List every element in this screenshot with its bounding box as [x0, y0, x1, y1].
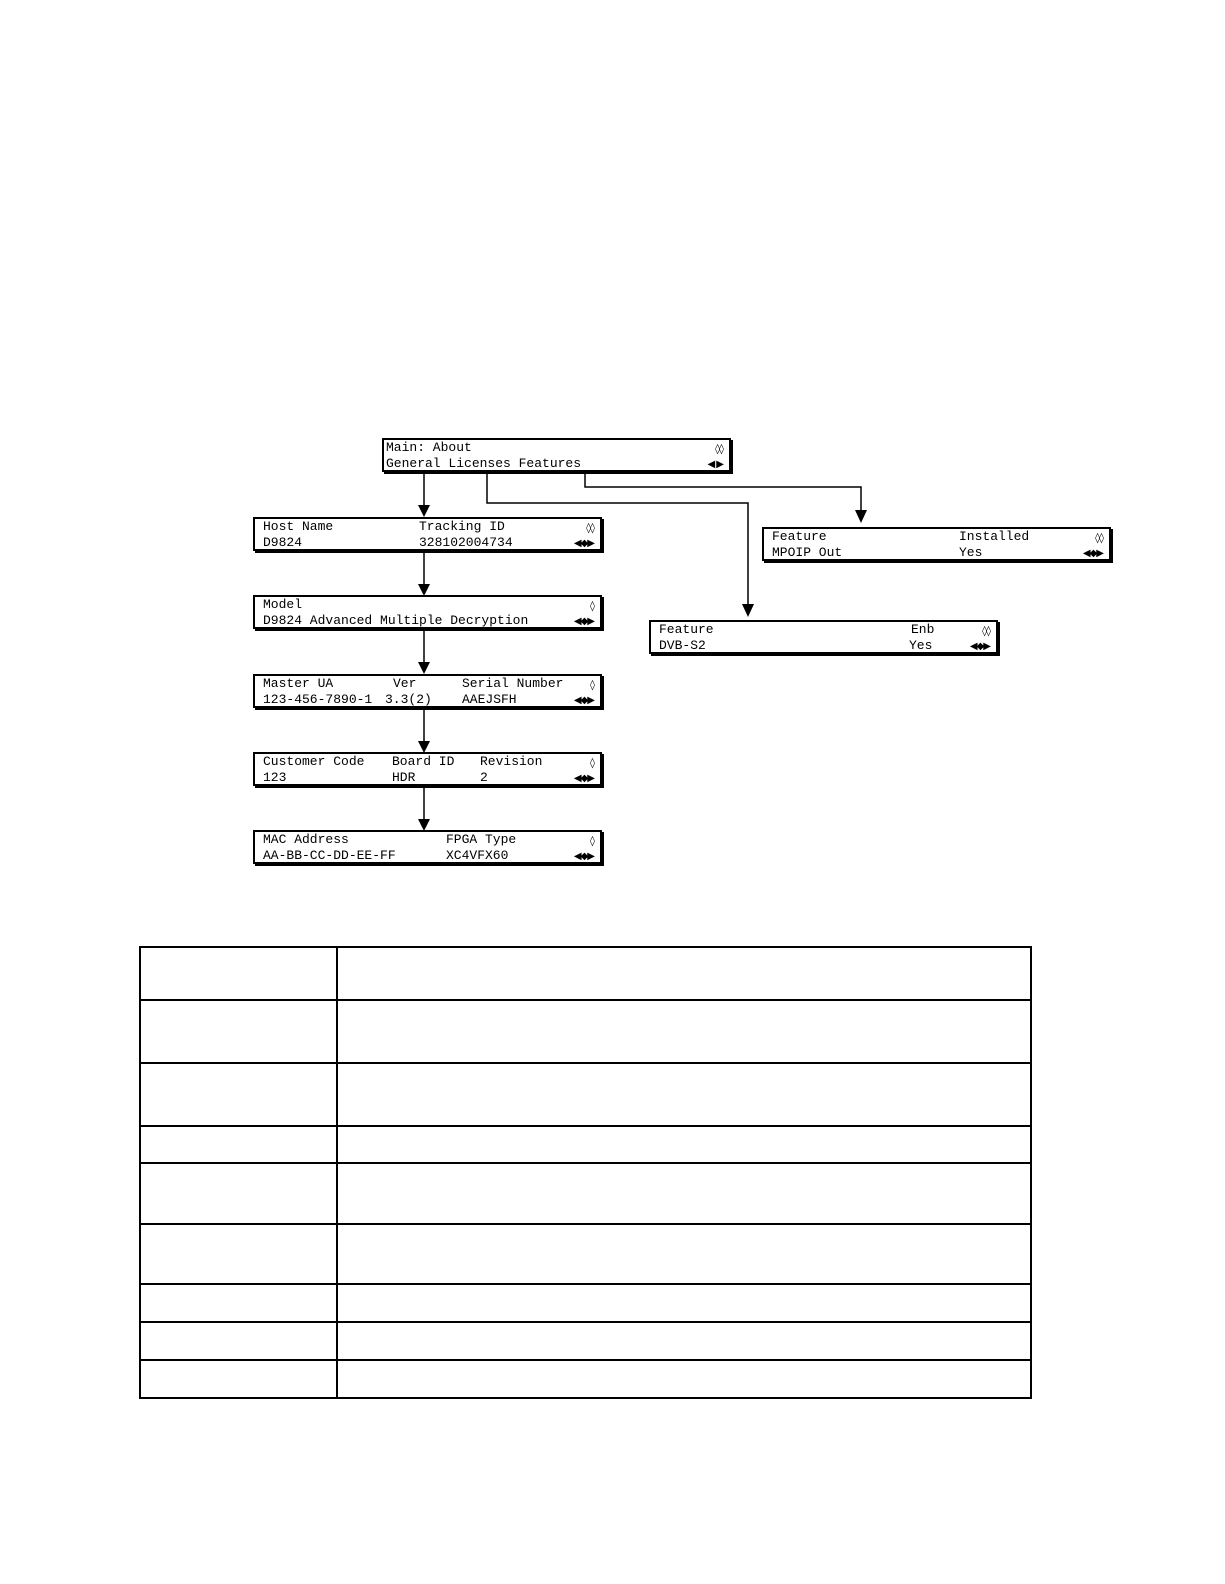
scroll-down-icon: ◊ — [590, 836, 594, 847]
scroll-up-down-icon: ◊◊ — [982, 626, 990, 637]
main-title: Main: About — [386, 440, 472, 455]
table-cell — [140, 1063, 337, 1126]
table-cell — [140, 1360, 337, 1398]
table-cell — [140, 1000, 337, 1063]
arrow-features-to-mpoip — [585, 472, 861, 519]
table-cell — [337, 947, 1031, 1000]
table-cell — [337, 1284, 1031, 1322]
scroll-down-icon: ◊ — [590, 601, 594, 612]
serial-number-value: AAEJSFH — [462, 692, 517, 707]
navigation-arrows-icon: ◀◆▶ — [573, 616, 594, 627]
lcd-mac-address — [253, 830, 602, 864]
table-row — [140, 947, 1031, 1000]
model-value: D9824 Advanced Multiple Decryption — [263, 613, 529, 628]
host-name-label: Host Name — [263, 519, 334, 534]
enb-label: Enb — [911, 622, 935, 637]
table-cell — [337, 1063, 1031, 1126]
fpga-type-label: FPGA Type — [446, 832, 517, 847]
scroll-down-icon: ◊ — [590, 680, 594, 691]
table-row — [140, 1063, 1031, 1126]
mac-address-value: AA-BB-CC-DD-EE-FF — [263, 848, 396, 863]
feature-label: Feature — [772, 529, 827, 544]
navigation-arrows-icon: ◀◆▶ — [573, 695, 594, 706]
table-cell — [337, 1126, 1031, 1163]
scroll-down-icon: ◊ — [590, 758, 594, 769]
tracking-id-label: Tracking ID — [419, 519, 505, 534]
navigation-arrows-icon: ◀◆▶ — [573, 851, 594, 862]
scroll-up-down-icon: ◊◊ — [586, 523, 594, 534]
fpga-type-value: XC4VFX60 — [446, 848, 509, 863]
table-cell — [140, 1163, 337, 1224]
table-cell — [337, 1000, 1031, 1063]
table-cell — [337, 1163, 1031, 1224]
lcd-master-ua — [253, 674, 602, 708]
table-row — [140, 1284, 1031, 1322]
tracking-id-value: 328102004734 — [419, 535, 513, 550]
table-cell — [140, 1126, 337, 1163]
enb-value: Yes — [909, 638, 933, 653]
board-id-value: HDR — [392, 770, 416, 785]
scroll-up-down-icon: ◊◊ — [1095, 533, 1103, 544]
customer-code-value: 123 — [263, 770, 287, 785]
lcd-model — [253, 595, 602, 629]
revision-value: 2 — [480, 770, 488, 785]
table-row — [140, 1163, 1031, 1224]
installed-value: Yes — [959, 545, 983, 560]
lcd-licenses — [649, 620, 998, 654]
navigation-arrows-icon: ◀◆▶ — [573, 538, 594, 549]
table-cell — [140, 1322, 337, 1360]
table-row — [140, 1322, 1031, 1360]
navigation-arrows-icon: ◀◆▶ — [969, 641, 990, 652]
master-ua-label: Master UA — [263, 676, 334, 691]
ver-value: 3.3(2) — [385, 692, 432, 707]
scroll-up-down-icon: ◊◊ — [715, 444, 723, 455]
board-id-label: Board ID — [392, 754, 455, 769]
table-cell — [337, 1224, 1031, 1284]
table-cell — [140, 1284, 337, 1322]
lcd-main-about — [382, 438, 731, 472]
license-feature-label: Feature — [659, 622, 714, 637]
model-label: Model — [263, 597, 303, 612]
table-cell — [140, 947, 337, 1000]
table-row — [140, 1224, 1031, 1284]
navigation-arrows-icon: ◀◆▶ — [1082, 548, 1103, 559]
table-cell — [140, 1224, 337, 1284]
installed-label: Installed — [959, 529, 1030, 544]
mac-address-label: MAC Address — [263, 832, 349, 847]
master-ua-value: 123-456-7890-1 — [263, 692, 373, 707]
parameter-table — [139, 946, 1032, 1399]
left-right-arrows-icon: ◀ ▶ — [707, 459, 723, 470]
table-row — [140, 1360, 1031, 1398]
table-cell — [337, 1360, 1031, 1398]
lcd-host-tracking — [253, 517, 602, 551]
table-row — [140, 1126, 1031, 1163]
revision-label: Revision — [480, 754, 543, 769]
serial-number-label: Serial Number — [462, 676, 564, 691]
table-cell — [337, 1322, 1031, 1360]
customer-code-label: Customer Code — [263, 754, 365, 769]
lcd-features — [762, 527, 1111, 561]
host-name-value: D9824 — [263, 535, 303, 550]
navigation-arrows-icon: ◀◆▶ — [573, 773, 594, 784]
table-row — [140, 1000, 1031, 1063]
lcd-customer-code — [253, 752, 602, 786]
main-menu: General Licenses Features — [386, 456, 582, 471]
ver-label: Ver — [393, 676, 417, 691]
feature-value: MPOIP Out — [772, 545, 843, 560]
license-feature-value: DVB-S2 — [659, 638, 706, 653]
